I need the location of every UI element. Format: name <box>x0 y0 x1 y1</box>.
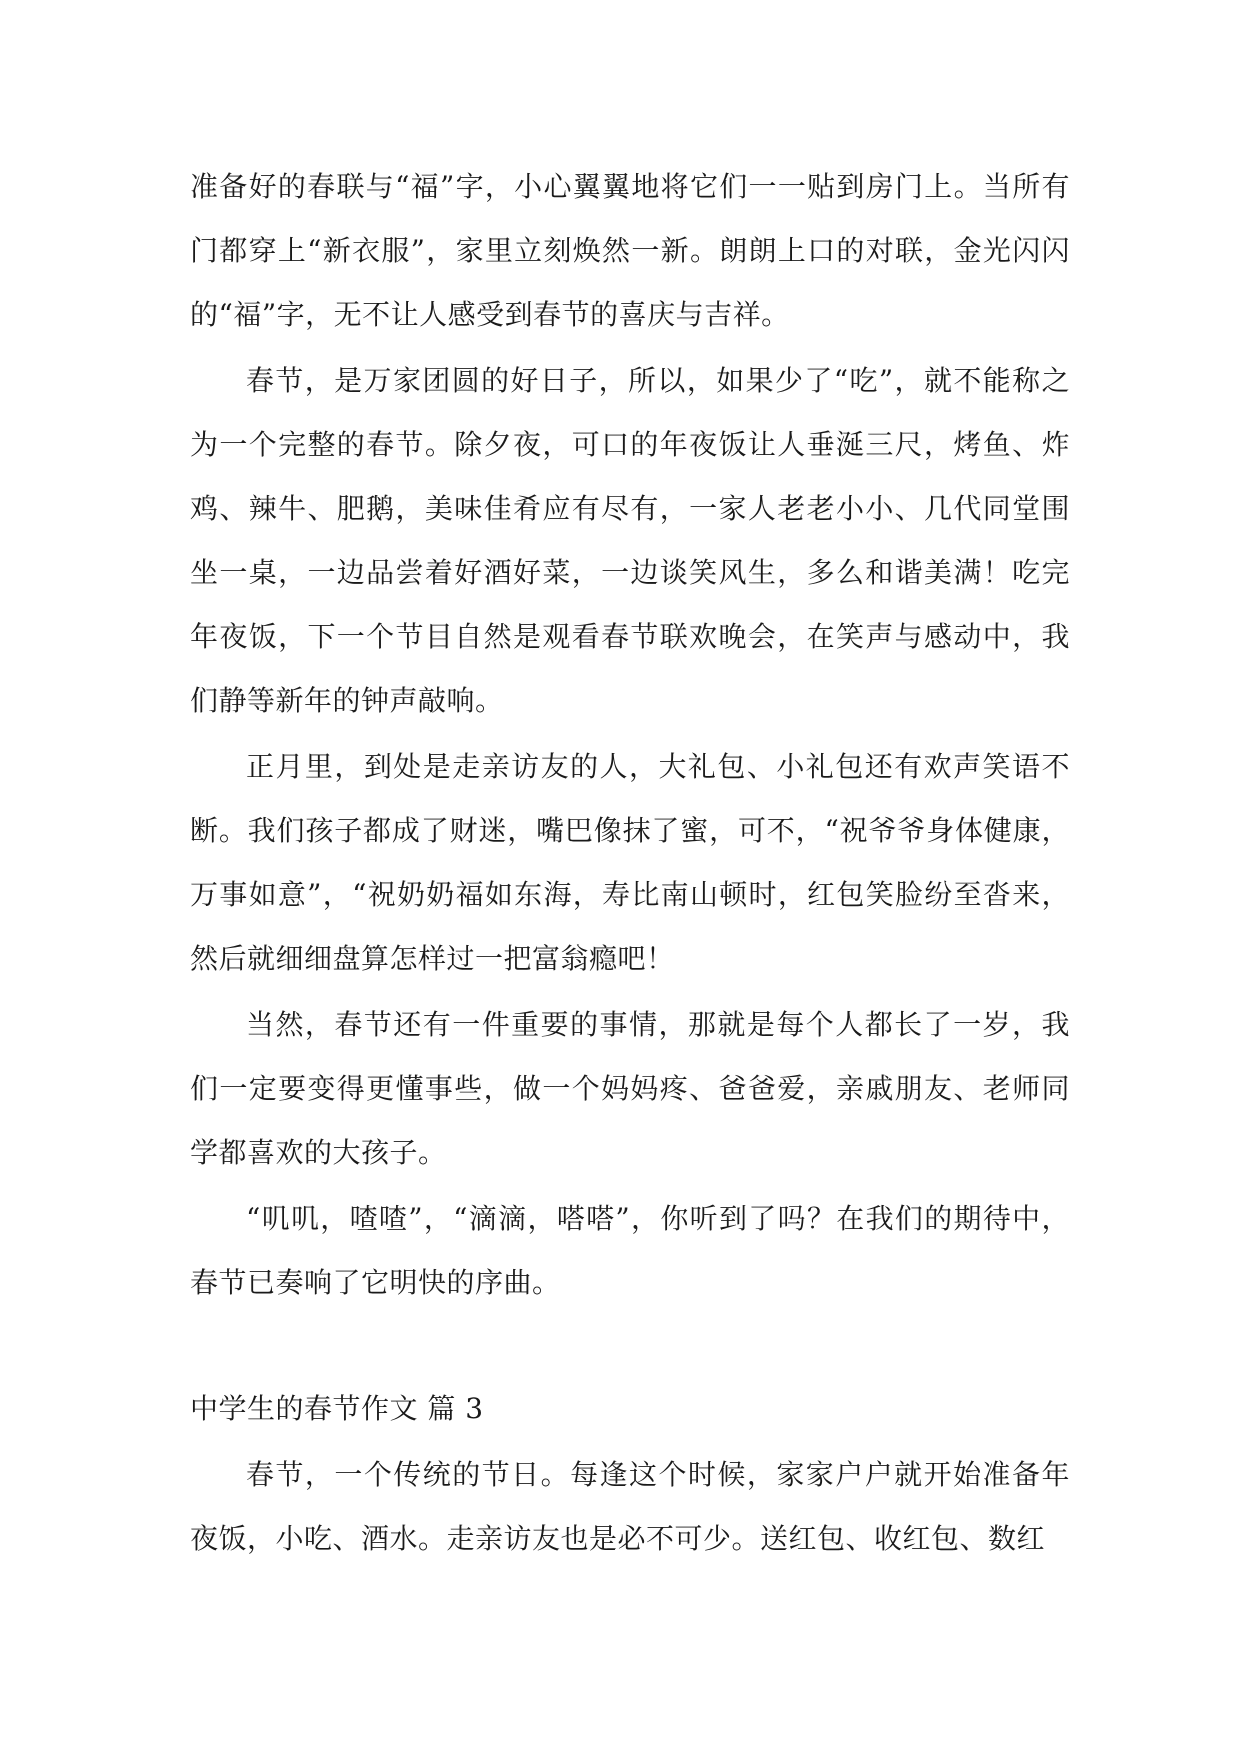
paragraph: 春节，是万家团圆的好日子，所以，如果少了“吃”，就不能称之为一个完整的春节。除夕夜，可口的年夜饭让人垂涎三尺，烤鱼、炸鸡、辣牛、肥鹅，美味佳肴应有尽有，一家人老老小小、几代同堂围坐一桌，一边品尝着好酒好菜，一边谈笑风生，多么和谐美满！吃完年夜饭，下一个节目自然是观看春节联欢晚会，在笑声与感动中，我们静等新年的钟声敲响。 <box>190 364 1070 717</box>
paragraph: “叽叽，喳喳”，“滴滴，嗒嗒”，你听到了吗？在我们的期待中，春节已奏响了它明快的序曲。 <box>190 1202 1070 1299</box>
section-spacer <box>190 1317 1070 1377</box>
paragraph: 准备好的春联与“福”字，小心翼翼地将它们一一贴到房门上。当所有门都穿上“新衣服”，家里立刻焕然一新。朗朗上口的对联，金光闪闪的“福”字，无不让人感受到春节的喜庆与吉祥。 <box>190 170 1070 331</box>
paragraph: 正月里，到处是走亲访友的人，大礼包、小礼包还有欢声笑语不断。我们孩子都成了财迷，嘴巴像抹了蜜，可不，“祝爷爷身体健康，万事如意”，“祝奶奶福如东海，寿比南山顿时，红包笑脸纷至沓来，然后就细细盘算怎样过一把富翁瘾吧！ <box>190 750 1070 975</box>
document-body <box>190 155 1070 1573</box>
paragraph: 当然，春节还有一件重要的事情，那就是每个人都长了一岁，我们一定要变得更懂事些，做一个妈妈疼、爸爸爱，亲戚朋友、老师同学都喜欢的大孩子。 <box>190 1008 1070 1169</box>
paragraph: 春节，一个传统的节日。每逢这个时候，家家户户就开始准备年夜饭，小吃、酒水。走亲访友也是必不可少。送红包、收红包、数红 <box>190 1458 1070 1555</box>
section-title: 中学生的春节作文 篇 3 <box>190 1392 484 1425</box>
